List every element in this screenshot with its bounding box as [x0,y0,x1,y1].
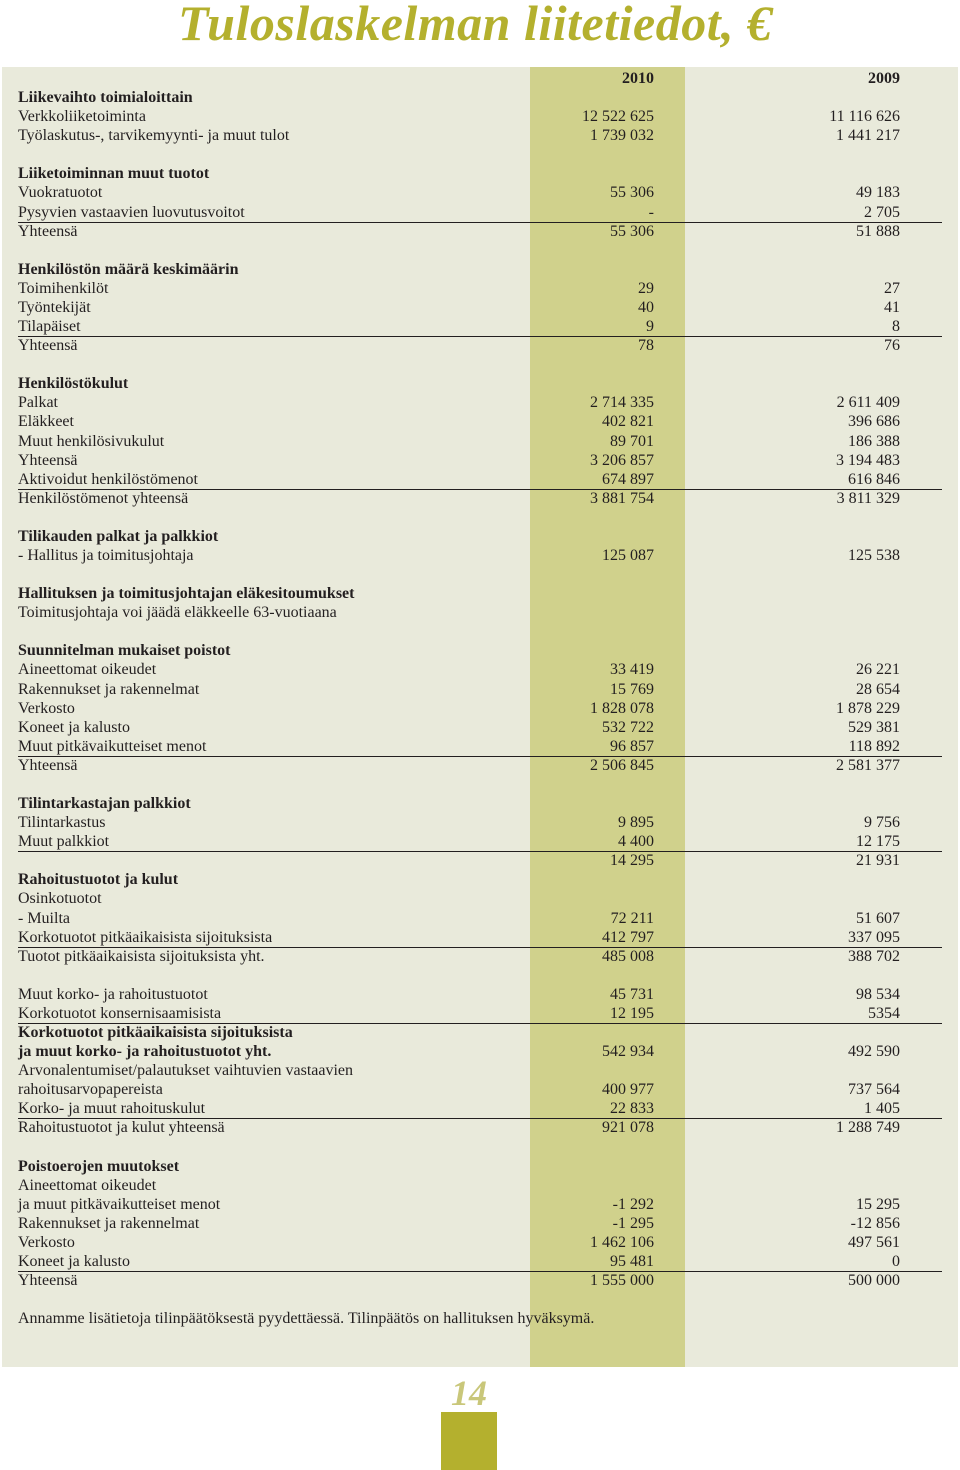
row-label: Korko- ja muut rahoituskulut [18,1100,206,1118]
row-label: Aineettomat oikeudet [18,661,157,679]
table-row [18,718,942,737]
value-2009: 3 194 483 [836,451,900,469]
row-label: Liikevaihto toimialoittain [18,89,193,107]
table-row [18,107,942,126]
value-2009: 51 607 [856,909,900,927]
table-row [18,909,942,928]
value-2009: 500 000 [848,1272,900,1290]
table-row [18,1004,942,1024]
row-label: Muut palkkiot [18,833,110,851]
table-row [18,126,942,145]
value-2010: 40 [638,298,654,316]
table-row [18,393,942,412]
value-2010: 542 934 [602,1043,654,1061]
value-2010: 78 [638,337,654,355]
table-row [18,660,942,679]
table-row [18,1233,942,1252]
value-2010: 95 481 [610,1252,654,1270]
page-title: Tuloslaskelman liitetiedot, € [178,0,773,51]
table-row [18,222,942,241]
value-2010: 55 306 [610,222,654,240]
year-header-row [18,69,942,88]
row-label: Rakennukset ja rakennelmat [18,1214,200,1232]
value-2009: 41 [884,298,900,316]
table-row [18,1157,942,1176]
row-label: ja muut pitkävaikutteiset menot [18,1195,221,1213]
row-label: Palkat [18,394,58,412]
value-2010: 12 195 [610,1004,654,1022]
value-2009: 98 534 [856,985,900,1003]
value-2010: 2010 [622,70,654,87]
value-2009: 51 888 [856,222,900,240]
value-2010: 72 211 [610,909,654,927]
table-row [18,412,942,431]
row-label: Eläkkeet [18,413,74,431]
value-2009: 12 175 [856,833,900,851]
table-row [18,928,942,948]
row-label: Rahoitustuotot ja kulut [18,871,179,889]
row-label: Koneet ja kalusto [18,718,130,736]
table-row [18,317,942,337]
table-row [18,298,942,317]
value-2009: 1 878 229 [836,699,900,717]
row-label: Koneet ja kalusto [18,1252,130,1270]
table-row [18,1309,942,1328]
value-2010: 1 739 032 [590,127,654,145]
value-2009: -12 856 [850,1214,900,1232]
table-row [18,584,942,603]
table-row [18,1080,942,1099]
row-label: Korkotuotot konsernisaamisista [18,1004,222,1022]
row-label: Tilikauden palkat ja palkkiot [18,527,219,545]
value-2010: 921 078 [602,1119,654,1137]
row-label: Liiketoiminnan muut tuotot [18,165,210,183]
value-2010: 1 828 078 [590,699,654,717]
row-label: Korkotuotot pitkäaikaisista sijoituksista [18,928,273,946]
table-row [18,1252,942,1272]
value-2010: 412 797 [602,928,654,946]
value-2010: 402 821 [602,413,654,431]
row-label: Työlaskutus-, tarvikemyynti- ja muut tulot [18,127,290,145]
row-label: rahoitusarvopapereista [18,1081,163,1099]
table-row [18,164,942,183]
value-2009: 1 288 749 [836,1119,900,1137]
table-row [18,1061,942,1080]
value-2009: 3 811 329 [836,489,900,507]
row-label: Muut henkilösivukulut [18,432,165,450]
page-number-bar [441,1412,497,1470]
table-row [18,527,942,546]
value-2010: 45 731 [610,985,654,1003]
value-2009: 737 564 [848,1081,900,1099]
value-2009: 1 441 217 [836,127,900,145]
table-row [18,203,942,223]
value-2010: 89 701 [610,432,654,450]
table-row [18,451,942,470]
row-label: Tilintarkastajan palkkiot [18,795,191,813]
value-2009: 49 183 [856,184,900,202]
row-label: Suunnitelman mukaiset poistot [18,642,231,660]
value-2009: 76 [884,337,900,355]
value-2010: 9 [646,318,654,336]
value-2010: -1 295 [612,1214,654,1232]
row-label: - Hallitus ja toimitusjohtaja [18,547,194,564]
row-label: Tilintarkastus [18,814,106,832]
page-number: 14 [451,1373,487,1413]
row-label: - Muilta [18,909,70,927]
value-2009: 529 381 [848,718,900,736]
row-label: Annamme lisätietoja tilinpäätöksestä pyydettäessä. Tilinpäätös on hallituksen hyväksymä. [18,1310,595,1328]
row-label: Muut korko- ja rahoitustuotot [18,985,208,1003]
value-2010: 485 008 [602,947,654,965]
table-row [18,794,942,813]
value-2009: 8 [892,318,900,336]
value-2009: 497 561 [848,1233,900,1251]
row-label: Tilapäiset [18,318,81,336]
table-row [18,947,942,966]
value-2010: 55 306 [610,184,654,202]
row-label: Henkilöstökulut [18,375,129,393]
row-label: Aineettomat oikeudet [18,1176,157,1194]
table-row [18,1118,942,1137]
value-2009: 2 581 377 [836,756,900,774]
table-row [18,470,942,490]
value-2009: 2 705 [864,203,900,221]
value-2010: 1 462 106 [590,1233,654,1251]
table-row [18,88,942,107]
value-2009: 2009 [868,70,900,87]
row-label: Hallituksen ja toimitusjohtajan eläkesitoumukset [18,585,355,603]
value-2009: 11 116 626 [829,108,900,126]
value-2009: 396 686 [848,413,900,431]
value-2009: 27 [884,279,900,297]
table-row [18,985,942,1004]
table-row [18,260,942,279]
table-row [18,832,942,852]
table-row [18,737,942,757]
row-label: Rakennukset ja rakennelmat [18,680,200,698]
row-label: Yhteensä [18,451,78,469]
row-label: Poistoerojen muutokset [18,1157,180,1175]
row-label: Yhteensä [18,1272,78,1290]
value-2009: 616 846 [848,470,900,488]
table-row [18,546,942,565]
row-label: Rahoitustuotot ja kulut yhteensä [18,1119,225,1137]
table-row [18,699,942,718]
row-label: Verkkoliiketoiminta [18,108,146,126]
value-2009: 2 611 409 [836,394,900,412]
value-2010: 3 206 857 [590,451,654,469]
value-2009: 28 654 [856,680,900,698]
value-2010: 532 722 [602,718,654,736]
table-row [18,1099,942,1119]
table-row [18,1195,942,1214]
value-2010: 1 555 000 [590,1272,654,1290]
table-row [18,870,942,889]
value-2009: 0 [892,1252,900,1270]
value-2009: 9 756 [864,814,900,832]
value-2010: 4 400 [618,833,654,851]
table-row [18,889,942,908]
table-row [18,336,942,355]
value-2010: 14 295 [610,852,654,870]
value-2010: -1 292 [612,1195,654,1213]
value-2010: 125 087 [602,547,654,564]
value-2010: 22 833 [610,1100,654,1118]
value-2009: 5354 [868,1004,900,1022]
table-row [18,374,942,393]
value-2009: 118 892 [848,737,900,755]
value-2010: 3 881 754 [590,489,654,507]
value-2009: 125 538 [848,547,900,564]
table-row [18,1042,942,1061]
value-2010: 674 897 [602,470,654,488]
value-2009: 337 095 [848,928,900,946]
row-label: ja muut korko- ja rahoitustuotot yht. [18,1043,272,1061]
value-2010: 2 714 335 [590,394,654,412]
value-2009: 26 221 [856,661,900,679]
row-label: Tuotot pitkäaikaisista sijoituksista yht. [18,947,265,965]
row-label: Henkilöstömenot yhteensä [18,489,189,507]
table-row [18,756,942,775]
table-row [18,603,942,622]
table-row [18,1214,942,1233]
value-2010: 9 895 [618,814,654,832]
value-2009: 492 590 [848,1043,900,1061]
value-2010: 12 522 625 [582,108,654,126]
table-row [18,432,942,451]
row-label: Verkosto [18,699,75,717]
value-2010: 15 769 [610,680,654,698]
value-2010: 400 977 [602,1081,654,1099]
table-row [18,1023,942,1042]
row-label: Pysyvien vastaavien luovutusvoitot [18,203,245,221]
value-2009: 186 388 [848,432,900,450]
value-2009: 1 405 [864,1100,900,1118]
row-label: Henkilöstön määrä keskimäärin [18,260,239,278]
row-label: Muut pitkävaikutteiset menot [18,737,207,755]
row-label: Yhteensä [18,222,78,240]
table-row [18,183,942,202]
value-2010: 33 419 [610,661,654,679]
row-label: Osinkotuotot [18,890,102,908]
table-row [18,489,942,508]
table-row [18,1271,942,1290]
row-label: Yhteensä [18,337,78,355]
row-label: Vuokratuotot [18,184,103,202]
value-2010: 2 506 845 [590,756,654,774]
table-row [18,813,942,832]
row-label: Korkotuotot pitkäaikaisista sijoituksista [18,1024,293,1041]
row-label: Yhteensä [18,756,78,774]
row-label: Toimihenkilöt [18,279,109,297]
value-2010: - [648,203,654,221]
value-2010: 29 [638,279,654,297]
table-row [18,641,942,660]
value-2009: 388 702 [848,947,900,965]
table-row [18,1176,942,1195]
row-label: Aktivoidut henkilöstömenot [18,470,198,488]
row-label: Toimitusjohtaja voi jäädä eläkkeelle 63-vuotiaana [18,604,337,622]
value-2009: 21 931 [856,852,900,870]
row-label: Arvonalentumiset/palautukset vaihtuvien vastaavien [18,1062,354,1080]
row-label: Työntekijät [18,298,91,316]
table-row [18,279,942,298]
value-2010: 96 857 [610,737,654,755]
table-row [18,680,942,699]
table-row [18,851,942,870]
value-2009: 15 295 [856,1195,900,1213]
row-label: Verkosto [18,1233,75,1251]
